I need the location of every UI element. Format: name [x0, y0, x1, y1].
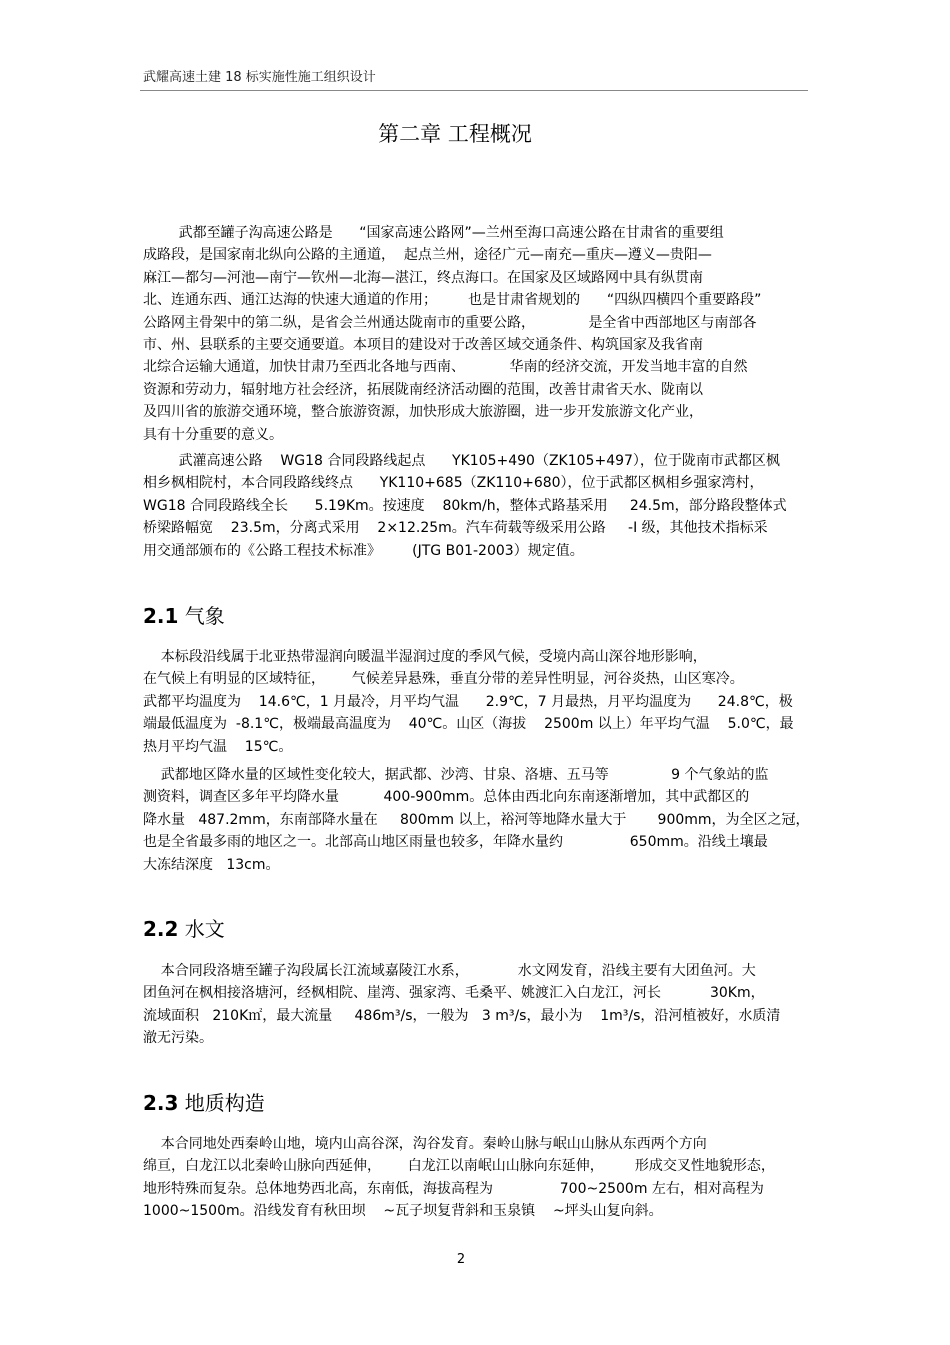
- intro-paragraph-1: [143, 222, 823, 446]
- text-line: 澈无污染。: [143, 1030, 213, 1047]
- page-number: 2: [456, 1252, 466, 1267]
- text-line: WG18 合同段路线全长 5.19Km。按速度 80km/h，整体式路基采用 24.5m，部分路段整体式: [143, 497, 787, 514]
- text-line: 麻江—都匀—河池—南宁—钦州—北海—湛江，终点海口。在国家及区域路网中具有纵贯南: [143, 269, 703, 286]
- text-line: 用交通部颁布的《公路工程技术标准》 (JTG B01-2003）规定值。: [143, 542, 584, 559]
- text-line: 武都平均温度为 14.6℃，1 月最冷，月平均气温 2.9℃，7 月最热，月平均温度为 24.8℃，极: [143, 693, 793, 710]
- text-line: 地形特殊而复杂。总体地势西北高，东南低，海拔高程为 700~2500m 左右，相对高程为: [143, 1180, 764, 1197]
- section-heading-climate: [143, 600, 225, 629]
- section-heading-geology: [143, 1087, 265, 1116]
- text-line: 本合同段洛塘至罐子沟段属长江流域嘉陵江水系， 水文网发育，沿线主要有大团鱼河。大: [143, 963, 756, 979]
- text-line: 热月平均气温 15℃。: [143, 738, 293, 755]
- geology-paragraph: [143, 1133, 823, 1223]
- text-line: 也是全省最多雨的地区之一。北部高山地区雨量也较多，年降水量约 650mm。沿线土壤最: [143, 834, 768, 851]
- climate-paragraph-2: [143, 764, 823, 876]
- text-line: 相乡枫相院村，本合同段路线终点 YK110+685（ZK110+680），位于武都区枫相乡强家湾村，: [143, 475, 764, 492]
- text-line: 1000~1500m。沿线发育有秋田坝 ~瓦子坝复背斜和玉泉镇 ~坪头山复向斜。: [143, 1203, 663, 1220]
- text-line: 桥梁路幅宽 23.5m，分离式采用 2×12.25m。汽车荷载等级采用公路 -I 级，其他技术指标采: [143, 520, 768, 537]
- text-line: 流域面积 210K㎡，最大流量 486m³/s，一般为 3 m³/s，最小为 1m³/s，沿河植被好，水质清: [143, 1007, 781, 1024]
- text-line: 团鱼河在枫相接洛塘河，经枫相院、崖湾、强家湾、毛桑平、姚渡汇入白龙江，河长 30Km，: [143, 985, 765, 1002]
- section-number: 2.1: [143, 604, 179, 628]
- text-line: 资源和劳动力，辐射地方社会经济，拓展陇南经济活动圈的范围，改善甘肃省天水、陇南以: [143, 381, 703, 398]
- chapter-title: 第二章 工程概况: [378, 122, 532, 146]
- section-number: 2.3: [143, 1091, 179, 1115]
- text-line: 端最低温度为 -8.1℃，极端最高温度为 40℃。山区（海拔 2500m 以上）年平均气温 5.0℃，最: [143, 716, 794, 733]
- text-line: 测资料，调查区多年平均降水量 400-900mm。总体由西北向东南逐渐增加，其中武都区的: [143, 789, 750, 806]
- text-line: 公路网主骨架中的第二纵，是省会兰州通达陇南市的重要公路， 是全省中西部地区与南部各: [143, 314, 757, 331]
- text-line: 本合同地处西秦岭山地，境内山高谷深，沟谷发育。秦岭山脉与岷山山脉从东西两个方向: [143, 1136, 707, 1152]
- climate-paragraph-1: [143, 646, 823, 758]
- text-line: 及四川省的旅游交通环境，整合旅游资源，加快形成大旅游圈，进一步开发旅游文化产业，: [143, 404, 703, 421]
- running-header: 武耀高速土建 18 标实施性施工组织设计: [143, 70, 376, 85]
- section-heading-hydrology: [143, 913, 225, 942]
- text-line: 本标段沿线属于北亚热带湿润向暖温半湿润过度的季风气候，受境内高山深谷地形影响，: [143, 649, 707, 665]
- section-title: 气象: [184, 604, 225, 628]
- intro-paragraph-2: [143, 450, 823, 562]
- header-rule: [140, 90, 808, 91]
- hydrology-paragraph: [143, 960, 823, 1050]
- text-line: 绵亘，白龙江以北秦岭山脉向西延伸， 白龙江以南岷山山脉向东延伸， 形成交叉性地貌形态，: [143, 1158, 775, 1175]
- section-title: 水文: [184, 917, 225, 941]
- text-line: 北综合运输大通道，加快甘肃乃至西北各地与西南、 华南的经济交流，开发当地丰富的自然: [143, 359, 748, 376]
- text-line: 降水量 487.2mm，东南部降水量在 800mm 以上，裕河等地降水量大于 900mm，为全区之冠，: [143, 811, 810, 828]
- text-line: 武都地区降水量的区域性变化较大，据武都、沙湾、甘泉、洛塘、五马等 9 个气象站的监: [143, 767, 769, 783]
- text-line: 大冻结深度 13cm。: [143, 856, 280, 873]
- text-line: 具有十分重要的意义。: [143, 426, 283, 443]
- section-number: 2.2: [143, 917, 179, 941]
- text-line: 武都至罐子沟高速公路是 “国家高速公路网”—兰州至海口高速公路在甘肃省的重要组: [143, 225, 724, 241]
- text-line: 在气候上有明显的区域特征， 气候差异悬殊，垂直分带的差异性明显，河谷炎热，山区寒冷。: [143, 671, 744, 688]
- text-line: 市、州、县联系的主要交通要道。本项目的建设对于改善区域交通条件、构筑国家及我省南: [143, 337, 703, 354]
- section-title: 地质构造: [184, 1091, 265, 1115]
- text-line: 成路段，是国家南北纵向公路的主通道， 起点兰州，途径广元—南充—重庆—遵义—贵阳—: [143, 247, 712, 264]
- text-line: 武灌高速公路 WG18 合同段路线起点 YK105+490（ZK105+497），位于陇南市武都区枫: [143, 453, 780, 469]
- text-line: 北、连通东西、通江达海的快速大通道的作用； 也是甘肃省规划的 “四纵四横四个重要路段”: [143, 292, 762, 309]
